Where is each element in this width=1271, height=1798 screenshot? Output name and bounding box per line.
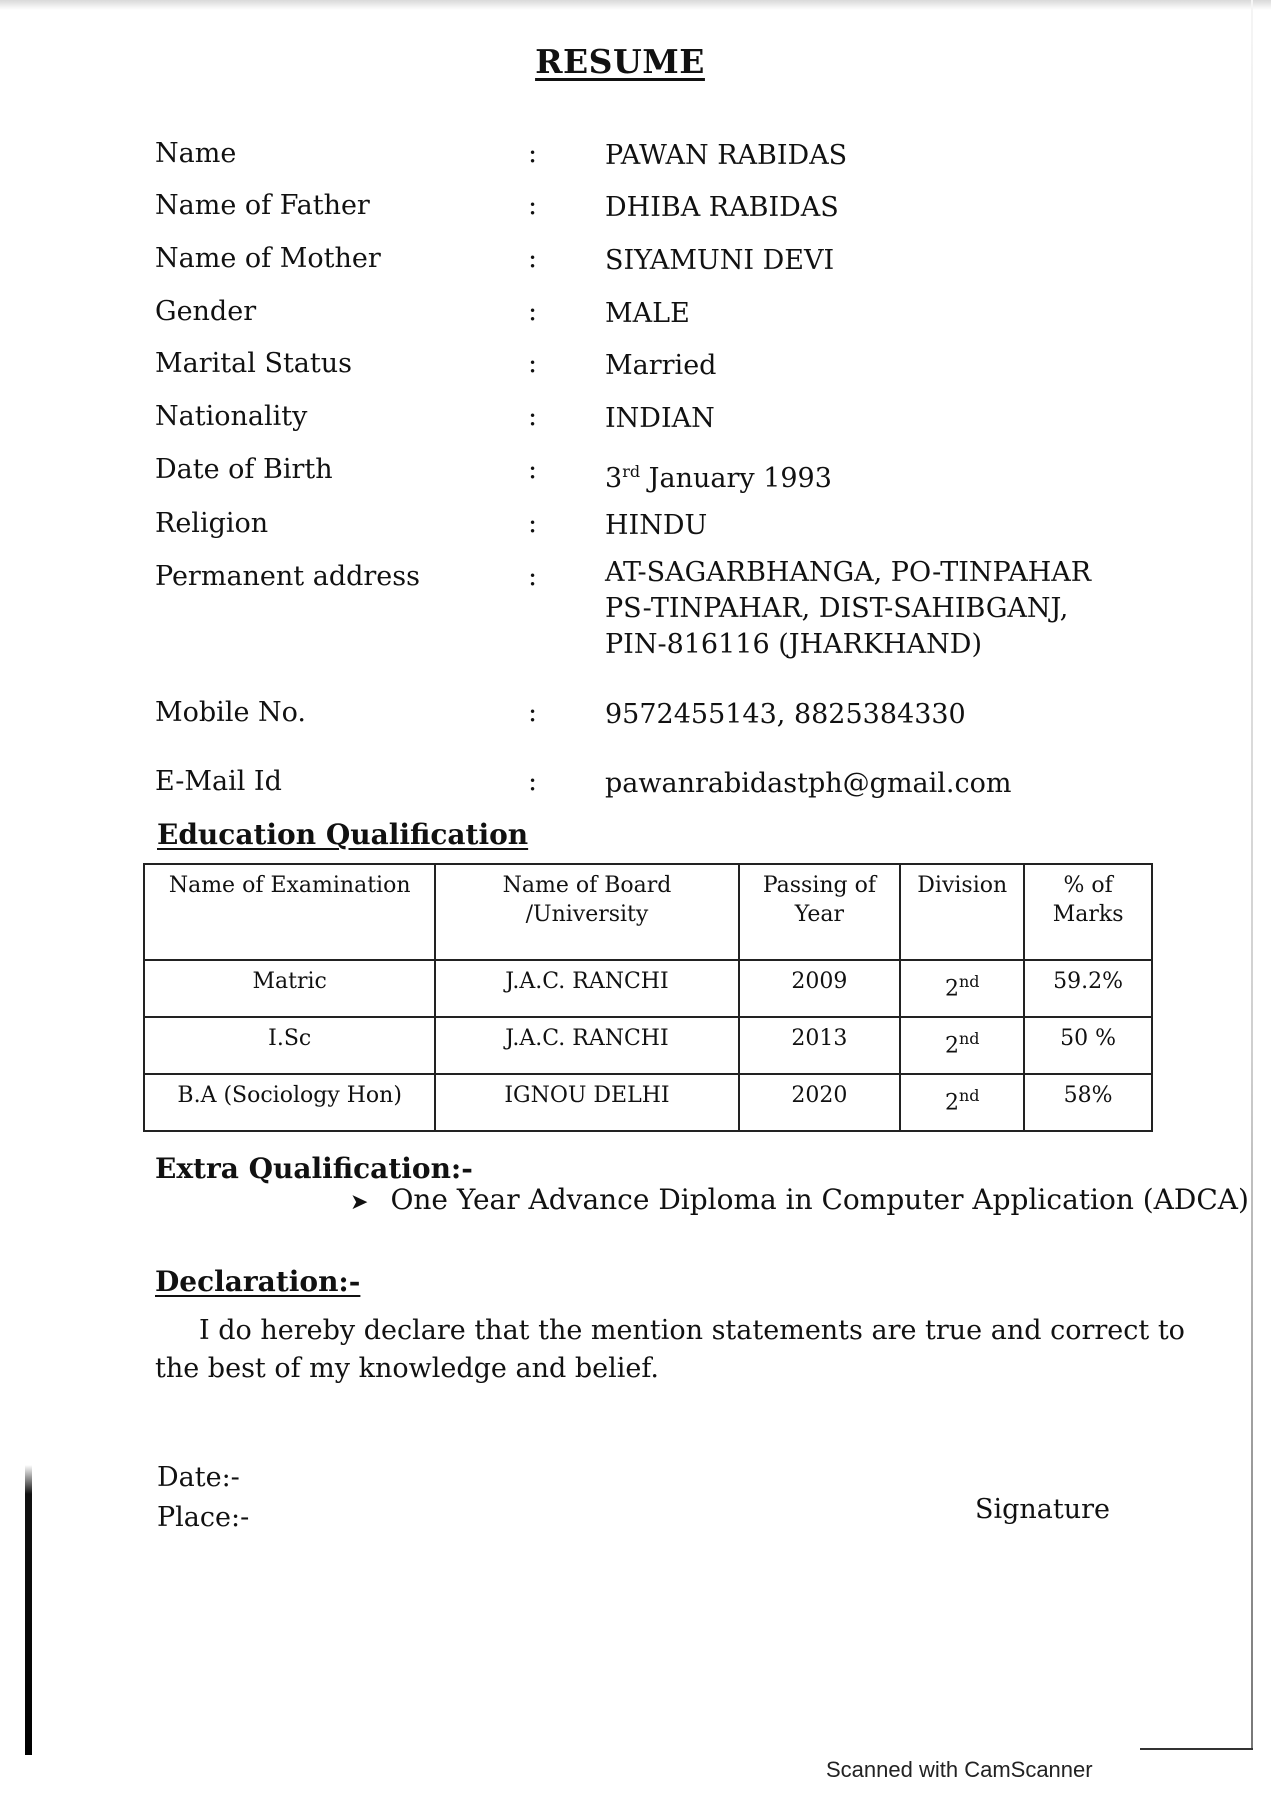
field-label: Name — [155, 138, 237, 169]
column-header: Name of Examination — [144, 864, 435, 960]
field-label: Permanent address — [155, 561, 420, 592]
address-line: PS-TINPAHAR, DIST-SAHIBGANJ, — [605, 593, 1069, 624]
place-label: Place:- — [157, 1502, 250, 1533]
year-cell: 2013 — [739, 1017, 901, 1074]
dob-day-suffix: rd — [622, 462, 641, 481]
board-cell: J.A.C. RANCHI — [435, 1017, 738, 1074]
field-value: Married — [605, 350, 717, 381]
field-label: Mobile No. — [155, 697, 307, 728]
division-cell — [900, 960, 1024, 1017]
division-suffix: nd — [958, 972, 980, 991]
field-value: MALE — [605, 298, 690, 329]
scan-edge-right — [1251, 0, 1253, 1750]
field-colon: : — [528, 401, 538, 432]
table-row — [144, 960, 1152, 1017]
division-suffix: nd — [958, 1086, 980, 1105]
scan-edge-bottom — [1140, 1748, 1253, 1750]
year-cell: 2020 — [739, 1074, 901, 1131]
field-colon: : — [528, 348, 538, 379]
arrow-bullet-icon: ➤ — [350, 1190, 369, 1215]
extra-qualification-item — [350, 1183, 1249, 1216]
signature-label: Signature — [975, 1494, 1111, 1525]
field-colon: : — [528, 697, 538, 728]
board-cell: J.A.C. RANCHI — [435, 960, 738, 1017]
page-title: RESUME — [535, 42, 705, 81]
field-label: Date of Birth — [155, 454, 333, 485]
exam-cell: B.A (Sociology Hon) — [144, 1074, 435, 1131]
dob-month-year: January 1993 — [640, 463, 832, 494]
exam-cell: Matric — [144, 960, 435, 1017]
year-cell: 2009 — [739, 960, 901, 1017]
column-header: % of Marks — [1024, 864, 1152, 960]
exam-cell: I.Sc — [144, 1017, 435, 1074]
division-value: 2 — [944, 1033, 959, 1059]
extra-qualification-text: One Year Advance Diploma in Computer Application (ADCA) — [390, 1183, 1249, 1216]
scan-shadow-top — [0, 0, 1271, 10]
division-value: 2 — [944, 1090, 959, 1116]
column-header: Division — [900, 864, 1024, 960]
division-suffix: nd — [958, 1029, 980, 1048]
date-label: Date:- — [157, 1462, 240, 1493]
field-colon: : — [528, 508, 538, 539]
extra-qualification-heading: Extra Qualification:- — [155, 1152, 473, 1185]
field-colon: : — [528, 190, 538, 221]
column-header: Passing of Year — [739, 864, 901, 960]
field-label: Religion — [155, 508, 269, 539]
division-value: 2 — [944, 976, 959, 1002]
division-cell — [900, 1017, 1024, 1074]
address-value — [605, 555, 1091, 663]
field-label: Gender — [155, 296, 257, 327]
field-value: SIYAMUNI DEVI — [605, 245, 835, 276]
field-label: Name of Father — [155, 190, 370, 221]
division-cell — [900, 1074, 1024, 1131]
field-colon: : — [528, 454, 538, 485]
table-header-row — [144, 864, 1152, 960]
field-value: HINDU — [605, 510, 708, 541]
marks-cell: 59.2% — [1024, 960, 1152, 1017]
field-value — [605, 454, 832, 497]
field-label: Nationality — [155, 401, 308, 432]
field-value: pawanrabidastph@gmail.com — [605, 768, 1012, 799]
field-colon: : — [528, 561, 538, 592]
field-value: 9572455143, 8825384330 — [605, 699, 966, 730]
address-line: PIN-816116 (JHARKHAND) — [605, 629, 982, 660]
education-table — [143, 863, 1153, 1132]
field-value: PAWAN RABIDAS — [605, 140, 848, 171]
field-colon: : — [528, 296, 538, 327]
declaration-heading: Declaration:- — [155, 1265, 361, 1298]
marks-cell: 58% — [1024, 1074, 1152, 1131]
table-row — [144, 1017, 1152, 1074]
field-colon: : — [528, 766, 538, 797]
field-colon: : — [528, 138, 538, 169]
field-colon: : — [528, 243, 538, 274]
field-label: E-Mail Id — [155, 766, 282, 797]
field-value: DHIBA RABIDAS — [605, 192, 839, 223]
field-label: Marital Status — [155, 348, 352, 379]
marks-cell: 50 % — [1024, 1017, 1152, 1074]
field-value: INDIAN — [605, 403, 715, 434]
address-line: AT-SAGARBHANGA, PO-TINPAHAR — [605, 557, 1092, 588]
column-header: Name of Board /University — [435, 864, 738, 960]
board-cell: IGNOU DELHI — [435, 1074, 738, 1131]
scanner-watermark: Scanned with CamScanner — [826, 1757, 1093, 1782]
table-row — [144, 1074, 1152, 1131]
declaration-text: I do hereby declare that the mention statements are true and correct to the best of my knowledge and belief. — [155, 1315, 1185, 1384]
dob-day: 3 — [605, 463, 623, 494]
field-label: Name of Mother — [155, 243, 381, 274]
scan-edge-left — [25, 1465, 32, 1755]
education-heading: Education Qualification — [157, 818, 529, 851]
